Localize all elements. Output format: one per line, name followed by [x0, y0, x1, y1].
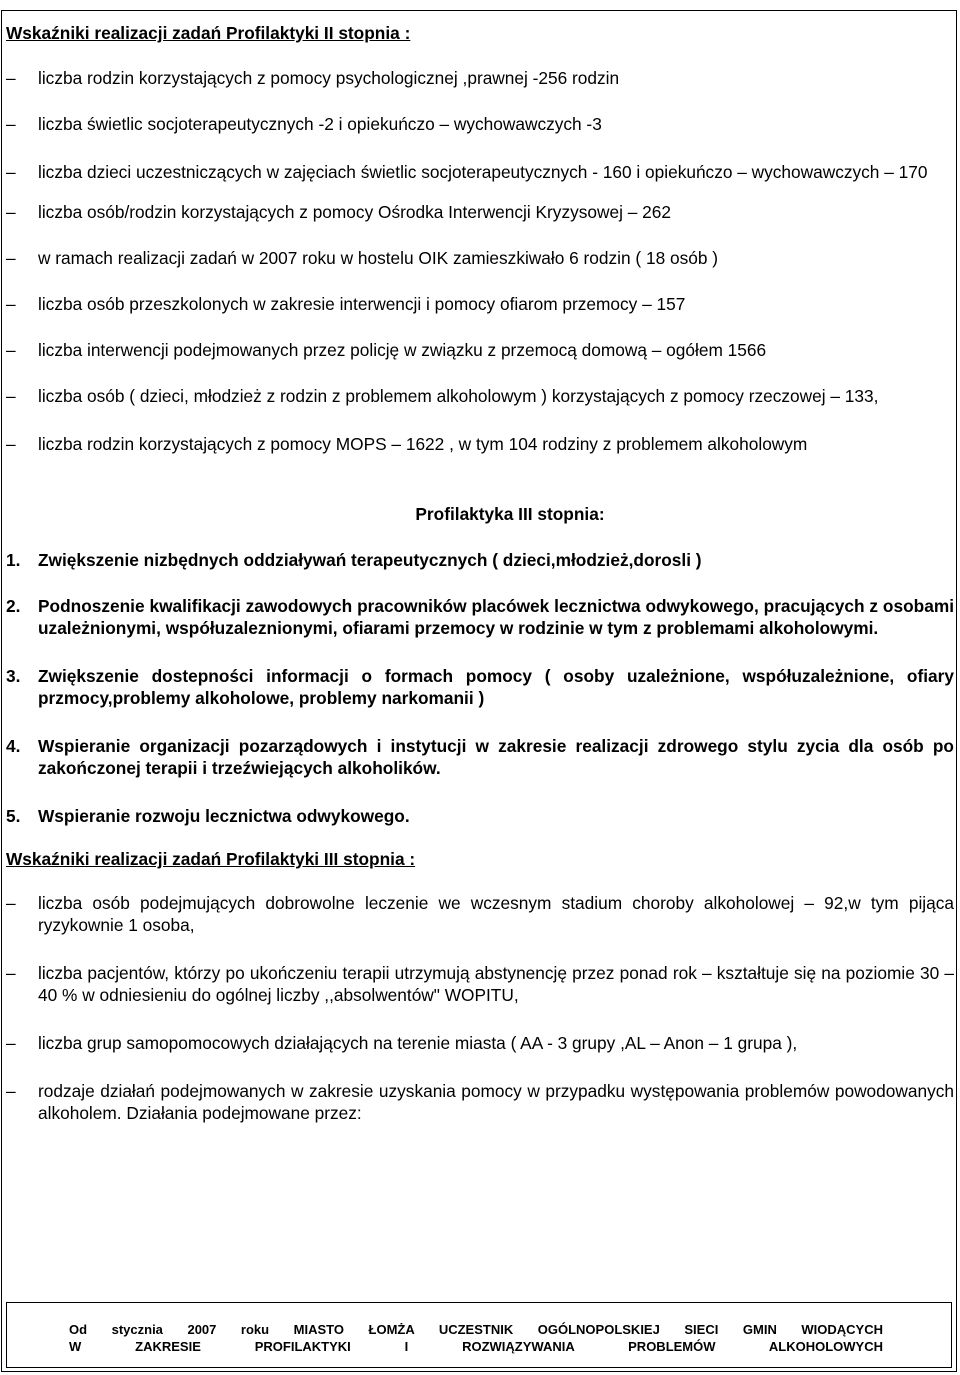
- list-item: – liczba grup samopomocowych działających na terenie miasta ( AA - 3 grupy ,AL – Anon – 1 grupa ),: [6, 1033, 798, 1053]
- list-item: – liczba świetlic socjoterapeutycznych -2 i opiekuńczo – wychowawczych -3: [6, 114, 602, 134]
- list-item: – liczba rodzin korzystających z pomocy psychologicznej ,prawnej -256 rodzin: [6, 68, 620, 88]
- numbered-item: 4. Wspieranie organizacji pozarządowych i instytucji w zakresie realizacji zdrowego stylu zycia dla osób po zakończonej terapii i trzeźwiejących alkoholików.: [6, 736, 954, 778]
- numbered-item: 2. Podnoszenie kwalifikacji zawodowych pracowników placówek lecznictwa odwykowego, pracujących z osobami uzależnionymi, współuzaleznionymi, ofiarami przemocy w rodzinie w tym z problemami alkoholowymi.: [6, 596, 954, 638]
- list-item: – liczba osób podejmujących dobrowolne leczenie we wczesnym stadium choroby alkoholowej – 92,w tym pijąca ryzykownie 1 osoba,: [6, 893, 954, 935]
- list-item: – liczba pacjentów, którzy po ukończeniu terapii utrzymują abstynencję przez ponad rok – kształtuje się na poziomie 30 – 40 % w odniesieniu do ogólnej liczby ,,absolwentów" WOPITU,: [6, 963, 954, 1005]
- section-heading-ii: Wskaźniki realizacji zadań Profilaktyki II stopnia :: [6, 23, 411, 43]
- numbered-item: 1. Zwiększenie nizbędnych oddziaływań terapeutycznych ( dzieci,młodzież,dorosli ): [6, 550, 702, 570]
- footer-line-1: Od stycznia 2007 roku MIASTO ŁOMŻA UCZESTNIK OGÓLNOPOLSKIEJ SIECI GMIN WIODĄCYCH: [69, 1322, 883, 1337]
- footer-line-2: W ZAKRESIE PROFILAKTYKI I ROZWIĄZYWANIA PROBLEMÓW ALKOHOLOWYCH: [69, 1339, 883, 1354]
- list-item: – liczba osób/rodzin korzystających z pomocy Ośrodka Interwencji Kryzysowej – 262: [6, 202, 671, 222]
- list-item: – w ramach realizacji zadań w 2007 roku w hostelu OIK zamieszkiwało 6 rodzin ( 18 osób ): [6, 248, 719, 268]
- list-item: – rodzaje działań podejmowanych w zakresie uzyskania pomocy w przypadku występowania problemów powodowanych alkoholem. Działania podejmowane przez:: [6, 1081, 954, 1123]
- list-item: – liczba dzieci uczestniczących w zajęciach świetlic socjoterapeutycznych - 160 i opiekuńczo – wychowawczych – 170: [6, 162, 928, 182]
- numbered-item: 5. Wspieranie rozwoju lecznictwa odwykowego.: [6, 806, 410, 826]
- footer-banner: [6, 1302, 952, 1368]
- list-item: – liczba interwencji podejmowanych przez policję w związku z przemocą domową – ogółem 1566: [6, 340, 767, 360]
- numbered-item: 3. Zwiększenie dostepności informacji o formach pomocy ( osoby uzależnione, współuzależnione, ofiary przmocy,problemy alkoholowe, problemy narkomanii ): [6, 666, 954, 708]
- section-heading-iii: Wskaźniki realizacji zadań Profilaktyki III stopnia :: [6, 849, 416, 869]
- list-item: – liczba osób przeszkolonych w zakresie interwencji i pomocy ofiarom przemocy – 157: [6, 294, 686, 314]
- list-item: – liczba rodzin korzystających z pomocy MOPS – 1622 , w tym 104 rodziny z problemem alkoholowym: [6, 434, 808, 454]
- section-title-iii: Profilaktyka III stopnia:: [415, 504, 605, 524]
- document-body: [6, 22, 954, 1124]
- list-item: – liczba osób ( dzieci, młodzież z rodzin z problemem alkoholowym ) korzystających z pomocy rzeczowej – 133,: [6, 386, 879, 406]
